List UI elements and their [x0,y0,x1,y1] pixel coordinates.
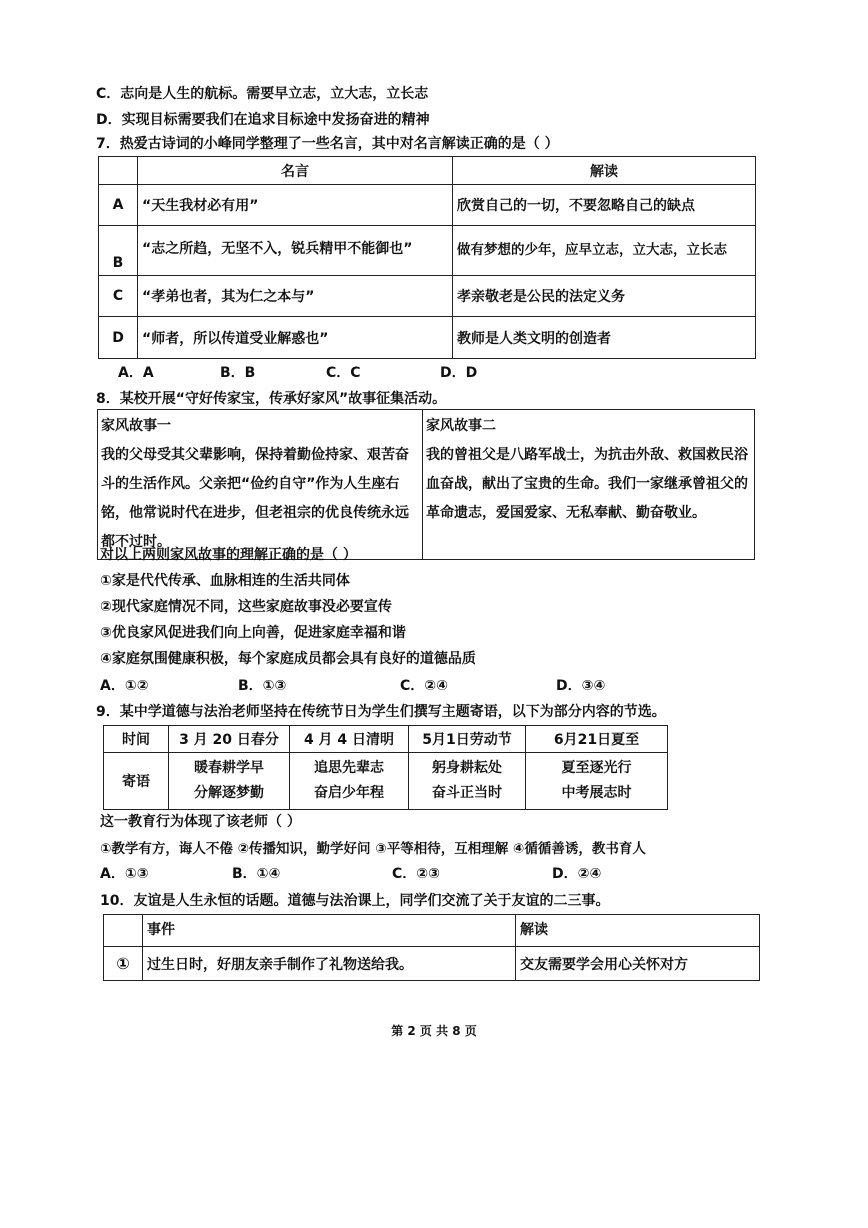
row-number: ① [104,947,143,981]
q7-option-d: D．D [440,365,478,381]
q9-statements: ①教学有方，诲人不倦 ②传播知识，勤学好问 ③平等相待，互相理解 ④循循善诱，教书育人 [100,841,646,857]
interp-cell: 欣赏自己的一切，不要忽略自己的缺点 [453,185,756,226]
table-row [99,185,756,226]
row-label: D [99,317,138,359]
q7-option-c: C．C [326,365,361,381]
q8-option-b: B．①③ [238,678,287,694]
q9-date-3: 5月1日劳动节 [409,726,526,753]
q8-option-c: C．②④ [400,678,448,694]
table-row [104,947,760,981]
q7-header-interp: 解读 [453,157,756,185]
q8-story-table [97,409,755,560]
q9-option-b: B．①④ [232,866,281,882]
interp-cell: 教师是人类文明的创造者 [453,317,756,359]
q10-table [103,914,760,981]
question-7: 7．热爱古诗词的小峰同学整理了一些名言，其中对名言解读正确的是（ ） [96,136,559,152]
story-2-title: 家风故事二 [426,418,496,434]
q8-option-a: A．①② [100,678,149,694]
message-line: 奋启少年程 [314,785,384,801]
quote-cell: “孝弟也者，其为仁之本与” [138,276,453,317]
q9-date-4: 6月21日夏至 [526,726,668,753]
q9-date-2: 4 月 4 日清明 [290,726,409,753]
question-10: 10．友谊是人生永恒的话题。道德与法治课上，同学们交流了关于友谊的二三事。 [100,893,610,909]
q9-message-4 [526,753,668,810]
story-1-title: 家风故事一 [101,418,171,434]
message-line: 追思先辈志 [314,760,384,776]
q9-options [0,864,868,884]
option-d-text: D．实现目标需要我们在追求目标途中发扬奋进的精神 [96,112,430,128]
q9-prompt: 这一教育行为体现了该老师（ ） [100,814,301,830]
q8-prompt: 对以上两则家风故事的理解正确的是（ ） [100,547,357,563]
story-1-text: 我的父母受其父辈影响，保持着勤俭持家、艰苦奋斗的生活作风。父亲把“俭约自守”作为人生座右铭，他常说时代在进步，但老祖宗的优良传统永远都不过时。 [101,447,409,550]
quote-cell: “师者，所以传道受业解惑也” [138,317,453,359]
q9-date-1: 3 月 20 日春分 [169,726,290,753]
row-label: C [99,276,138,317]
q7-option-a: A．A [118,365,154,381]
row-label: A [99,185,138,226]
quote-cell: “志之所趋，无坚不入，锐兵精甲不能御也” [138,226,453,276]
message-line: 夏至逐光行 [561,760,632,776]
family-story-1 [98,410,423,560]
q9-option-c: C．②③ [392,866,440,882]
q9-message-1 [169,753,290,810]
family-story-2 [423,410,755,560]
row-label: B [99,226,138,276]
q8-statement-3: ③优良家风促进我们向上向善，促进家庭幸福和谐 [100,625,406,641]
story-2-text: 我的曾祖父是八路军战士，为抗击外敌、救国救民浴血奋战，献出了宝贵的生命。我们一家继承曾祖父的革命遗志，爱国爱家、无私奉献、勤奋敬业。 [426,447,748,521]
q8-option-d: D．③④ [556,678,606,694]
message-line: 躬身耕耘处 [432,760,502,776]
q9-message-label: 寄语 [104,753,169,810]
option-c-text: C．志向是人生的航标。需要早立志，立大志，立长志 [96,86,429,102]
table-row [99,276,756,317]
q7-header-quote: 名言 [138,157,453,185]
q7-corner-cell [99,157,138,185]
message-line: 奋斗正当时 [432,785,502,801]
q10-corner-cell [104,915,143,947]
quote-cell: “天生我材必有用” [138,185,453,226]
message-line: 中考展志时 [561,785,632,801]
q8-statement-2: ②现代家庭情况不同，这些家庭故事没必要宣传 [100,599,392,615]
q9-table [103,725,668,810]
q8-options [0,676,868,696]
message-line: 分解逐梦勤 [194,785,264,801]
table-row [99,317,756,359]
q7-option-b: B．B [220,365,256,381]
q10-header-interp: 解读 [516,915,760,947]
event-cell: 过生日时，好朋友亲手制作了礼物送给我。 [143,947,516,981]
message-line: 暖春耕学早 [194,760,264,776]
q8-statement-1: ①家是代代传承、血脉相连的生活共同体 [100,573,350,589]
interp-cell: 孝亲敬老是公民的法定义务 [453,276,756,317]
question-9: 9．某中学道德与法治老师坚持在传统节日为学生们撰写主题寄语，以下为部分内容的节选。 [96,704,666,720]
q9-message-2 [290,753,409,810]
interp-cell: 交友需要学会用心关怀对方 [516,947,760,981]
interp-cell: 做有梦想的少年，应早立志，立大志，立长志 [453,226,756,276]
table-row [99,226,756,276]
q9-option-d: D．②④ [552,866,602,882]
q9-message-3 [409,753,526,810]
q7-options [0,363,868,383]
q9-option-a: A．①③ [100,866,149,882]
q7-table [98,156,756,359]
q10-header-event: 事件 [143,915,516,947]
question-8: 8．某校开展“守好传家宝，传承好家风”故事征集活动。 [96,391,447,407]
q8-statement-4: ④家庭氛围健康积极，每个家庭成员都会具有良好的道德品质 [100,651,476,667]
q9-time-label: 时间 [104,726,169,753]
page-footer: 第 2 页 共 8 页 [391,1024,477,1038]
